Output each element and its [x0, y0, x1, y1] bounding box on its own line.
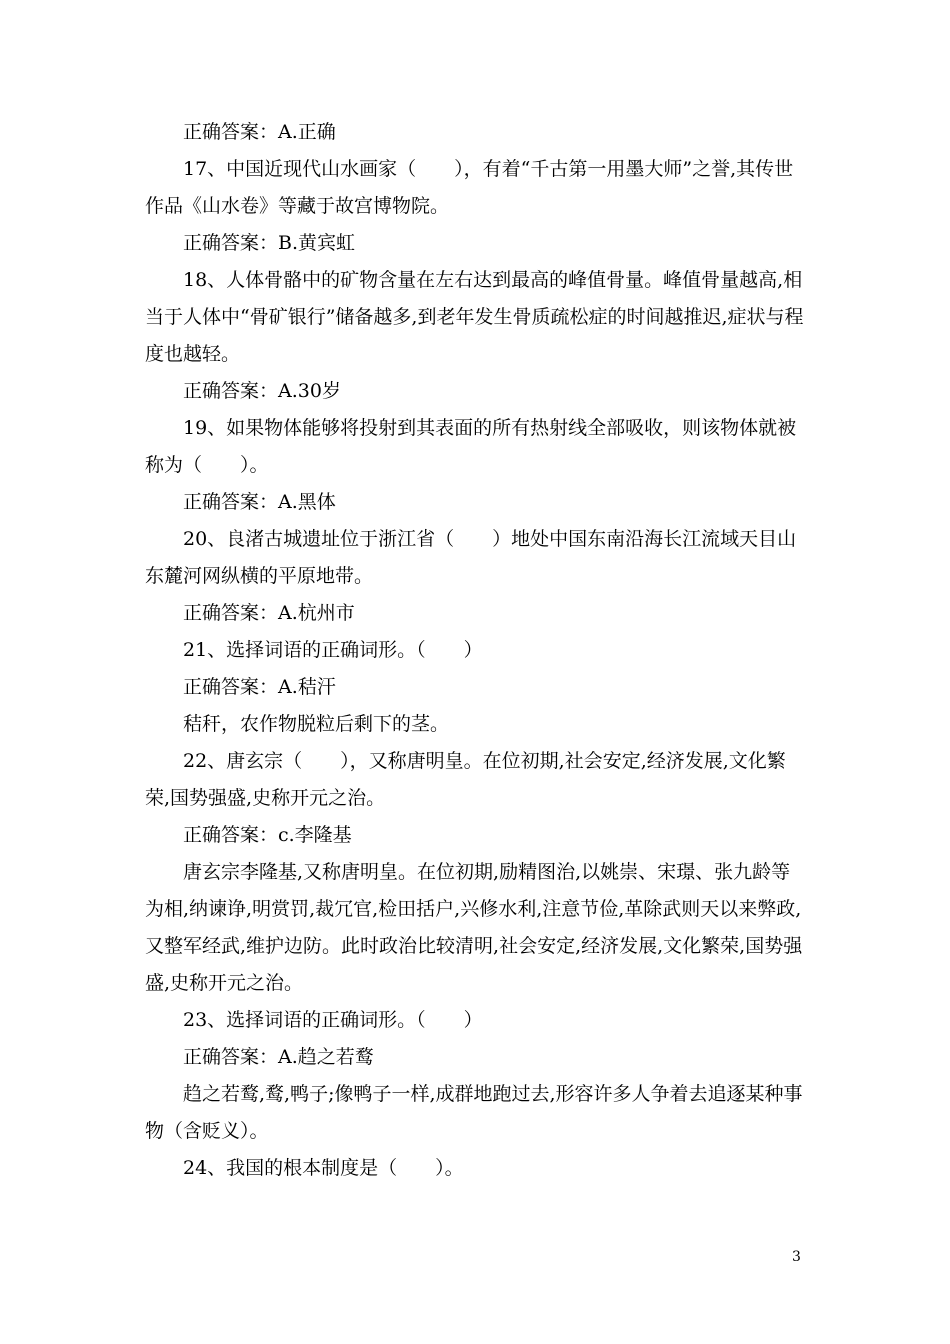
- question-17: 17、中国近现代山水画家（ ），有着“千古第一用墨大师”之誉,其传世作品《山水卷》等藏于故宫博物院。: [145, 158, 794, 217]
- paragraph: 正确答案：A.正确: [183, 121, 336, 143]
- page-number: 3: [792, 1249, 801, 1265]
- question-22: 22、唐玄宗（ ），又称唐明皇。在位初期,社会安定,经济发展,文化繁荣,国势强盛,史称开元之治。: [145, 750, 786, 809]
- explanation-23: 趋之若鹜,鹜,鸭子;像鸭子一样,成群地跑过去,形容许多人争着去追逐某种事物（含贬义）。: [145, 1083, 803, 1142]
- question-18: 18、人体骨骼中的矿物含量在左右达到最高的峰值骨量。峰值骨量越高,相当于人体中“骨矿银行”储备越多,到老年发生骨质疏松症的时间越推迟,症状与程度也越轻。: [145, 269, 804, 365]
- answer-19: 正确答案：A.黑体: [183, 491, 336, 513]
- explanation-22: 唐玄宗李隆基,又称唐明皇。在位初期,励精图治,以姚崇、宋璟、张九龄等为相,纳谏诤,明赏罚,裁冗官,检田括户,兴修水利,注意节俭,革除武则天以来弊政,又整军经武,维护边防。此时政治比较清明,社会安定,经济发展,文化繁荣,国势强盛,史称开元之治。: [145, 861, 803, 994]
- answer-23: 正确答案：A.趋之若鹜: [183, 1046, 374, 1068]
- answer-22: 正确答案：c.李隆基: [183, 824, 352, 846]
- question-24: 24、我国的根本制度是（ ）。: [183, 1157, 464, 1179]
- document-body: [145, 114, 805, 1187]
- answer-21: 正确答案：A.秸汗: [183, 676, 336, 698]
- answer-17: 正确答案：B.黄宾虹: [183, 232, 356, 254]
- explanation-21: 秸秆，农作物脱粒后剩下的茎。: [183, 713, 450, 735]
- question-21: 21、选择词语的正确词形。（ ）: [183, 639, 483, 661]
- answer-18: 正确答案：A.30岁: [183, 380, 341, 402]
- question-20: 20、良渚古城遗址位于浙江省（ ）地处中国东南沿海长江流域天目山东麓河网纵横的平原地带。: [145, 528, 797, 587]
- answer-20: 正确答案：A.杭州市: [183, 602, 355, 624]
- question-19: 19、如果物体能够将投射到其表面的所有热射线全部吸收，则该物体就被称为（ ）。: [145, 417, 797, 476]
- question-23: 23、选择词语的正确词形。（ ）: [183, 1009, 483, 1031]
